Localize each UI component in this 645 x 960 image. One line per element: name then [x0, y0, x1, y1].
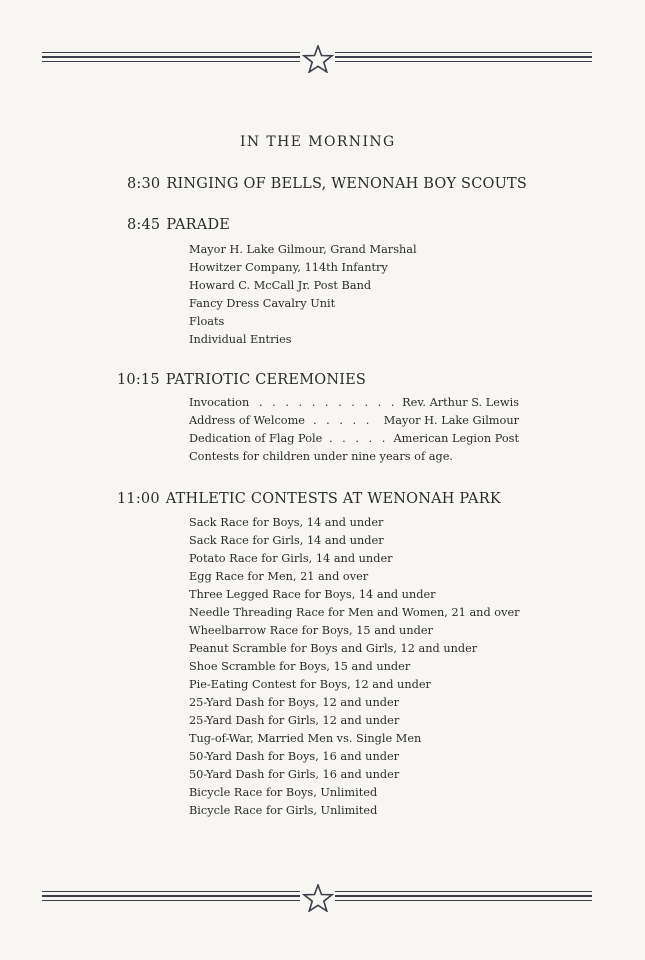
list-item: Mayor H. Lake Gilmour, Grand Marshal: [189, 243, 417, 256]
list-item: Shoe Scramble for Boys, 15 and under: [189, 660, 411, 673]
list-item: Potato Race for Girls, 14 and under: [189, 552, 393, 565]
program-note: [189, 450, 519, 468]
rule-lines-right: [335, 891, 592, 905]
event-time: 10:15: [117, 372, 160, 388]
event-heading-parade: [127, 217, 230, 233]
parade-list: [189, 241, 417, 349]
event-time: 11:00: [117, 491, 160, 507]
list-item: Wheelbarrow Race for Boys, 15 and under: [189, 624, 433, 637]
list-item: 25-Yard Dash for Girls, 12 and under: [189, 714, 400, 727]
dot-leader: . . . . .: [329, 432, 389, 445]
list-item: Egg Race for Men, 21 and over: [189, 570, 369, 583]
list-item: Three Legged Race for Boys, 14 and under: [189, 588, 436, 601]
list-item: Tug-of-War, Married Men vs. Single Men: [189, 732, 422, 745]
list-item: Howard C. McCall Jr. Post Band: [189, 279, 372, 292]
program-row-dedication: [189, 432, 519, 450]
star-icon: [302, 884, 334, 912]
program-label: Dedication of Flag Pole: [189, 432, 323, 445]
event-heading-athletics: [117, 491, 501, 507]
list-item: Peanut Scramble for Boys and Girls, 12 and under: [189, 642, 478, 655]
section-heading: IN THE MORNING: [240, 134, 396, 150]
rule-lines-left: [42, 52, 300, 66]
event-title: PATRIOTIC CEREMONIES: [165, 372, 367, 388]
list-item: Sack Race for Girls, 14 and under: [189, 534, 384, 547]
list-item: Bicycle Race for Boys, Unlimited: [189, 786, 378, 799]
event-title: PARADE: [166, 217, 231, 233]
star-icon: [302, 45, 334, 73]
contest-list: [189, 514, 520, 820]
event-title: RINGING OF BELLS, WENONAH BOY SCOUTS: [166, 176, 527, 192]
note-text: Contests for children under nine years of age.: [189, 450, 453, 463]
list-item: Bicycle Race for Girls, Unlimited: [189, 804, 378, 817]
program-value: Rev. Arthur S. Lewis: [402, 396, 519, 409]
dot-leader: . . . . . . . . . . .: [259, 396, 398, 409]
list-item: 50-Yard Dash for Girls, 16 and under: [189, 768, 400, 781]
top-ornament-rule: [42, 46, 592, 72]
event-time: 8:45: [127, 217, 161, 233]
program-row-welcome: [189, 414, 519, 432]
list-item: 50-Yard Dash for Boys, 16 and under: [189, 750, 400, 763]
program-value: Mayor H. Lake Gilmour: [383, 414, 519, 427]
program-value: American Legion Post: [393, 432, 519, 445]
list-item: Floats: [189, 315, 225, 328]
list-item: Pie-Eating Contest for Boys, 12 and under: [189, 678, 431, 691]
program-label: Address of Welcome: [189, 414, 305, 427]
list-item: Fancy Dress Cavalry Unit: [189, 297, 336, 310]
list-item: Sack Race for Boys, 14 and under: [189, 516, 384, 529]
bottom-ornament-rule: [42, 885, 592, 911]
list-item: Needle Threading Race for Men and Women, 21 and over: [189, 606, 520, 619]
event-title: ATHLETIC CONTESTS AT WENONAH PARK: [165, 491, 501, 507]
rule-lines-left: [42, 891, 300, 905]
list-item: Howitzer Company, 114th Infantry: [189, 261, 388, 274]
program-row-invocation: [189, 396, 519, 414]
event-heading-ceremonies: [117, 372, 366, 388]
list-item: 25-Yard Dash for Boys, 12 and under: [189, 696, 400, 709]
dot-leader: . . . . .: [313, 414, 373, 427]
event-heading-bells: [127, 176, 527, 192]
program-label: Invocation: [189, 396, 250, 409]
rule-lines-right: [335, 52, 592, 66]
event-time: 8:30: [127, 176, 161, 192]
list-item: Individual Entries: [189, 333, 292, 346]
